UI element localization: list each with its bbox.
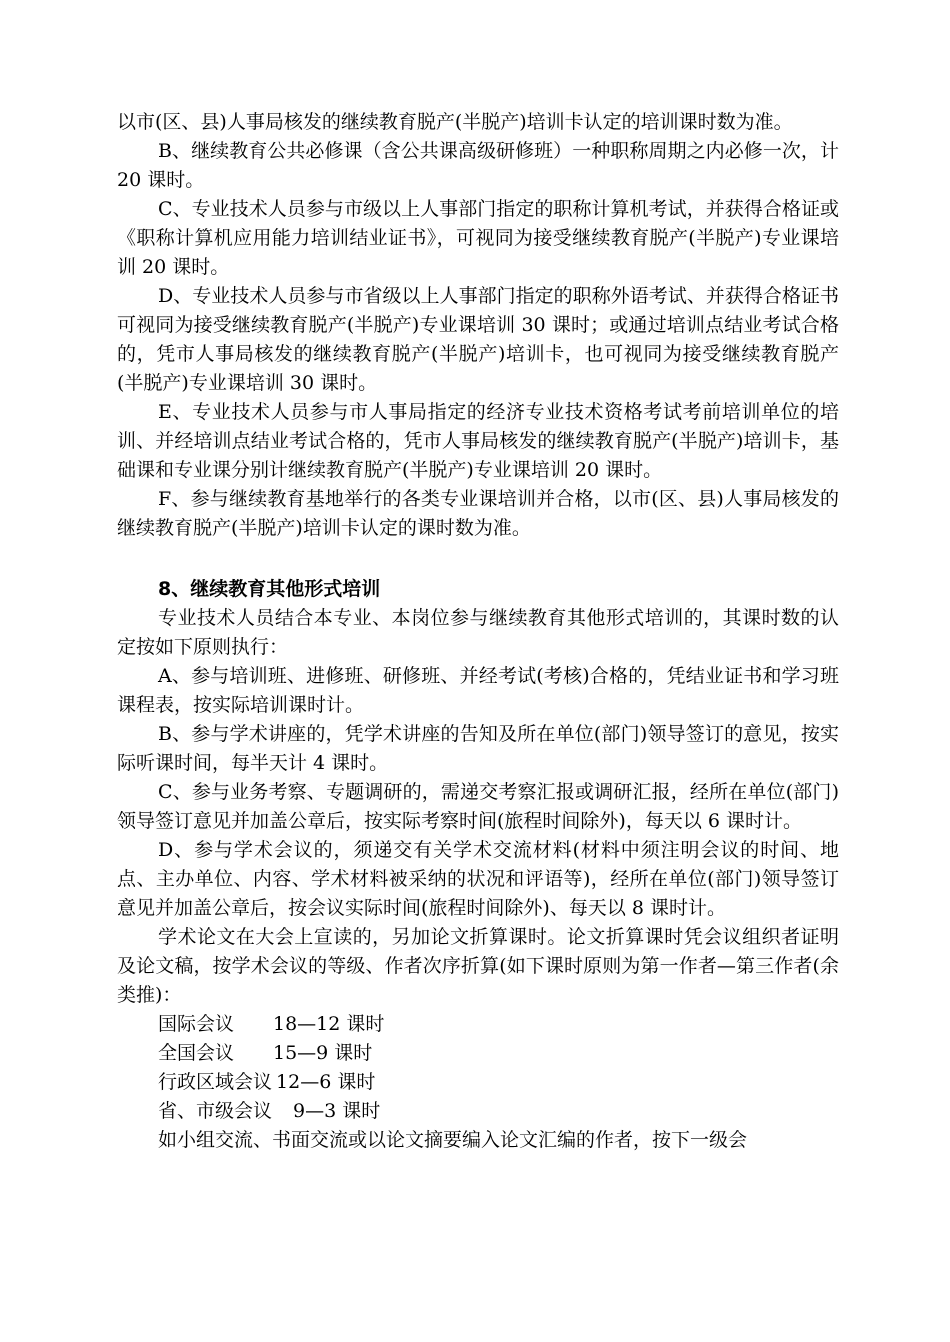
rate-name: 全国会议 bbox=[158, 1042, 235, 1064]
section-heading: 8、继续教育其他形式培训 bbox=[158, 578, 381, 600]
paragraph-item-c: C、专业技术人员参与市级以上人事部门指定的职称计算机考试，并获得合格证或《职称计算机应用能力培训结业证书》，可视同为接受继续教育脱产(半脱产)专业课培训 20 课时。 bbox=[117, 198, 839, 278]
document-page bbox=[117, 108, 839, 1155]
closing-paragraph: 如小组交流、书面交流或以论文摘要编入论文汇编的作者，按下一级会 bbox=[158, 1129, 748, 1151]
section-item-d: D、参与学术会议的，须递交有关学术交流材料(材料中须注明会议的时间、地点、主办单位、内容、学术材料被采纳的状况和评语等)，经所在单位(部门)领导签订意见并加盖公章后，按会议实际时间(旅程时间除外)、每天以 8 课时计。 bbox=[117, 839, 839, 919]
conference-rate-list bbox=[117, 1010, 839, 1126]
section-intro-paragraph: 专业技术人员结合本专业、本岗位参与继续教育其他形式培训的，其课时数的认定按如下原则执行： bbox=[117, 607, 839, 658]
rate-value: 9—3 课时 bbox=[293, 1100, 381, 1122]
section-item-c: C、参与业务考察、专题调研的，需递交考察汇报或调研汇报，经所在单位(部门)领导签订意见并加盖公章后，按实际考察时间(旅程时间除外)，每天以 6 课时计。 bbox=[117, 781, 839, 832]
paragraph-continuation: 以市(区、县)人事局核发的继续教育脱产(半脱产)培训卡认定的培训课时数为准。 bbox=[117, 111, 793, 133]
rate-row-provincial bbox=[117, 1097, 839, 1126]
rate-row-international bbox=[117, 1010, 839, 1039]
rate-row-regional bbox=[117, 1068, 839, 1097]
section-item-b: B、参与学术讲座的，凭学术讲座的告知及所在单位(部门)领导签订的意见，按实际听课时间，每半天计 4 课时。 bbox=[117, 723, 839, 774]
paper-credit-paragraph: 学术论文在大会上宣读的，另加论文折算课时。论文折算课时凭会议组织者证明及论文稿，按学术会议的等级、作者次序折算(如下课时原则为第一作者—第三作者(余类推)： bbox=[117, 926, 839, 1006]
paragraph-item-b: B、继续教育公共必修课（含公共课高级研修班）一种职称周期之内必修一次，计 20 课时。 bbox=[117, 140, 839, 191]
rate-name: 国际会议 bbox=[158, 1013, 235, 1035]
rate-value: 12—6 课时 bbox=[276, 1071, 376, 1093]
rate-value: 18—12 课时 bbox=[273, 1013, 385, 1035]
paragraph-item-e: E、专业技术人员参与市人事局指定的经济专业技术资格考试考前培训单位的培训、并经培训点结业考试合格的，凭市人事局核发的继续教育脱产(半脱产)培训卡，基础课和专业课分别计继续教育脱产(半脱产)专业课培训 20 课时。 bbox=[117, 401, 839, 481]
rate-name: 行政区域会议 bbox=[158, 1071, 273, 1093]
paragraph-item-f: F、参与继续教育基地举行的各类专业课培训并合格，以市(区、县)人事局核发的继续教育脱产(半脱产)培训卡认定的课时数为准。 bbox=[117, 488, 839, 539]
rate-row-national bbox=[117, 1039, 839, 1068]
rate-name: 省、市级会议 bbox=[158, 1100, 273, 1122]
section-item-a: A、参与培训班、进修班、研修班、并经考试(考核)合格的，凭结业证书和学习班课程表，按实际培训课时计。 bbox=[117, 665, 839, 716]
paragraph-item-d: D、专业技术人员参与市省级以上人事部门指定的职称外语考试、并获得合格证书可视同为接受继续教育脱产(半脱产)专业课培训 30 课时；或通过培训点结业考试合格的，凭市人事局核发的继续教育脱产(半脱产)培训卡，也可视同为接受继续教育脱产(半脱产)专业课培训 30 课时。 bbox=[117, 285, 839, 394]
rate-value: 15—9 课时 bbox=[273, 1042, 373, 1064]
